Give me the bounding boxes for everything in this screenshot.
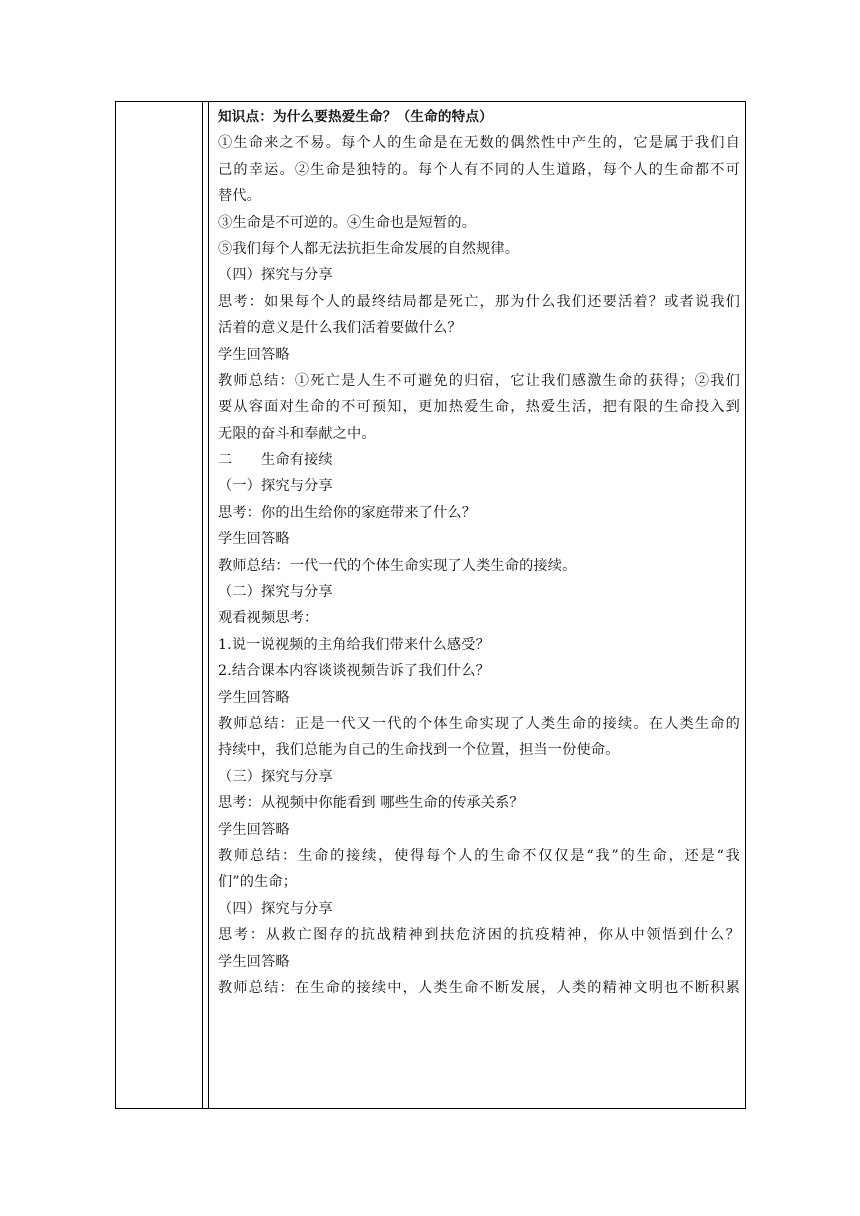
text-line — [218, 817, 740, 843]
text-line — [218, 922, 740, 948]
text-line-content: 二 生命有接续 — [218, 452, 333, 469]
text-line-content: 学生回答略 — [218, 531, 290, 548]
text-line — [218, 632, 740, 658]
text-line — [218, 262, 740, 288]
text-line — [218, 790, 740, 816]
lesson-table — [115, 101, 746, 1109]
text-line-content: 活着的意义是什么我们活着要做什么？ — [218, 320, 462, 337]
text-line-content: （四）探究与分享 — [218, 267, 333, 284]
text-line-content: 们”的生命； — [218, 874, 298, 891]
text-line-content: 学生回答略 — [218, 953, 290, 970]
text-line — [218, 764, 740, 790]
text-line-content: 无限的奋斗和奉献之中。 — [218, 425, 376, 442]
text-line — [218, 342, 740, 368]
text-line — [218, 526, 740, 552]
text-line — [218, 447, 740, 473]
text-line-content: 1.说一说视频的主角给我们带来什么感受？ — [218, 636, 490, 653]
text-line-content: 学生回答略 — [218, 821, 290, 838]
text-line — [218, 473, 740, 499]
text-line-content: 替代。 — [218, 188, 262, 205]
text-line-content: 持续中，我们总能为自己的生命找到一个位置，担当一份使命。 — [218, 742, 620, 759]
text-line — [218, 553, 740, 579]
text-line — [218, 579, 740, 605]
text-line-content: （一）探究与分享 — [218, 478, 333, 495]
text-line — [218, 236, 740, 262]
text-line-content: 教师总结：一代一代的个体生命实现了人类生命的接续。 — [218, 557, 577, 574]
section-heading — [218, 104, 740, 130]
text-line — [218, 183, 740, 209]
text-line-content: 观看视频思考： — [218, 610, 319, 627]
table-column-left — [116, 102, 203, 1108]
text-line-content: 学生回答略 — [218, 689, 290, 706]
text-line — [218, 394, 740, 420]
text-line — [218, 737, 740, 763]
text-line — [218, 210, 740, 236]
text-line-content: ⑤我们每个人都无法抗拒生命发展的自然规律。 — [218, 240, 520, 257]
text-line-content: 思考：你的出生给你的家庭带来了什么？ — [218, 504, 477, 521]
text-line-content: 要从容面对生命的不可预知，更加热爱生命，热爱生活，把有限的生命投入到 — [218, 399, 742, 416]
text-line — [218, 289, 740, 315]
text-line — [218, 949, 740, 975]
text-line — [218, 605, 740, 631]
text-line-content: 思考：从视频中你能看到 哪些生命的传承关系？ — [218, 795, 524, 812]
text-line-content: 教师总结：正是一代又一代的个体生命实现了人类生命的接续。在人类生命的 — [218, 715, 742, 732]
text-line — [218, 658, 740, 684]
text-line-content: ③生命是不可逆的。④生命也是短暂的。 — [218, 214, 477, 231]
text-line-content: 思考：从救亡图存的抗战精神到扶危济困的抗疫精神，你从中领悟到什么？ — [218, 927, 742, 944]
text-line — [218, 975, 740, 1001]
text-line — [218, 685, 740, 711]
text-line — [218, 421, 740, 447]
text-line — [218, 843, 740, 869]
text-line — [218, 130, 740, 156]
text-line — [218, 869, 740, 895]
text-line-content: （二）探究与分享 — [218, 584, 333, 601]
text-line-content: 2.结合课本内容谈谈视频告诉了我们什么？ — [218, 663, 490, 680]
text-line-content: 己的幸运。②生命是独特的。每个人有不同的人生道路，每个人的生命都不可 — [218, 161, 742, 178]
text-line-content: （三）探究与分享 — [218, 768, 333, 785]
text-line-content: 教师总结：生命的接续，使得每个人的生命不仅仅是“我”的生命，还是“我 — [218, 847, 742, 864]
text-line — [218, 711, 740, 737]
text-line-content: 知识点：为什么要热爱生命？（生命的特点） — [218, 109, 493, 125]
text-line — [218, 896, 740, 922]
text-line-content: ①生命来之不易。每个人的生命是在无数的偶然性中产生的，它是属于我们自 — [218, 135, 742, 152]
text-line-content: 教师总结：在生命的接续中，人类生命不断发展，人类的精神文明也不断积累 — [218, 979, 742, 996]
table-content-cell — [218, 104, 740, 1001]
text-line-content: （四）探究与分享 — [218, 900, 333, 917]
text-line-content: 教师总结：①死亡是人生不可避免的归宿，它让我们感激生命的获得；②我们 — [218, 372, 742, 389]
table-column-narrow — [203, 102, 209, 1108]
text-line — [218, 157, 740, 183]
text-line — [218, 368, 740, 394]
text-line — [218, 315, 740, 341]
text-line-content: 思考：如果每个人的最终结局都是死亡，那为什么我们还要活着？或者说我们 — [218, 293, 742, 310]
text-line-content: 学生回答略 — [218, 346, 290, 363]
text-line — [218, 500, 740, 526]
